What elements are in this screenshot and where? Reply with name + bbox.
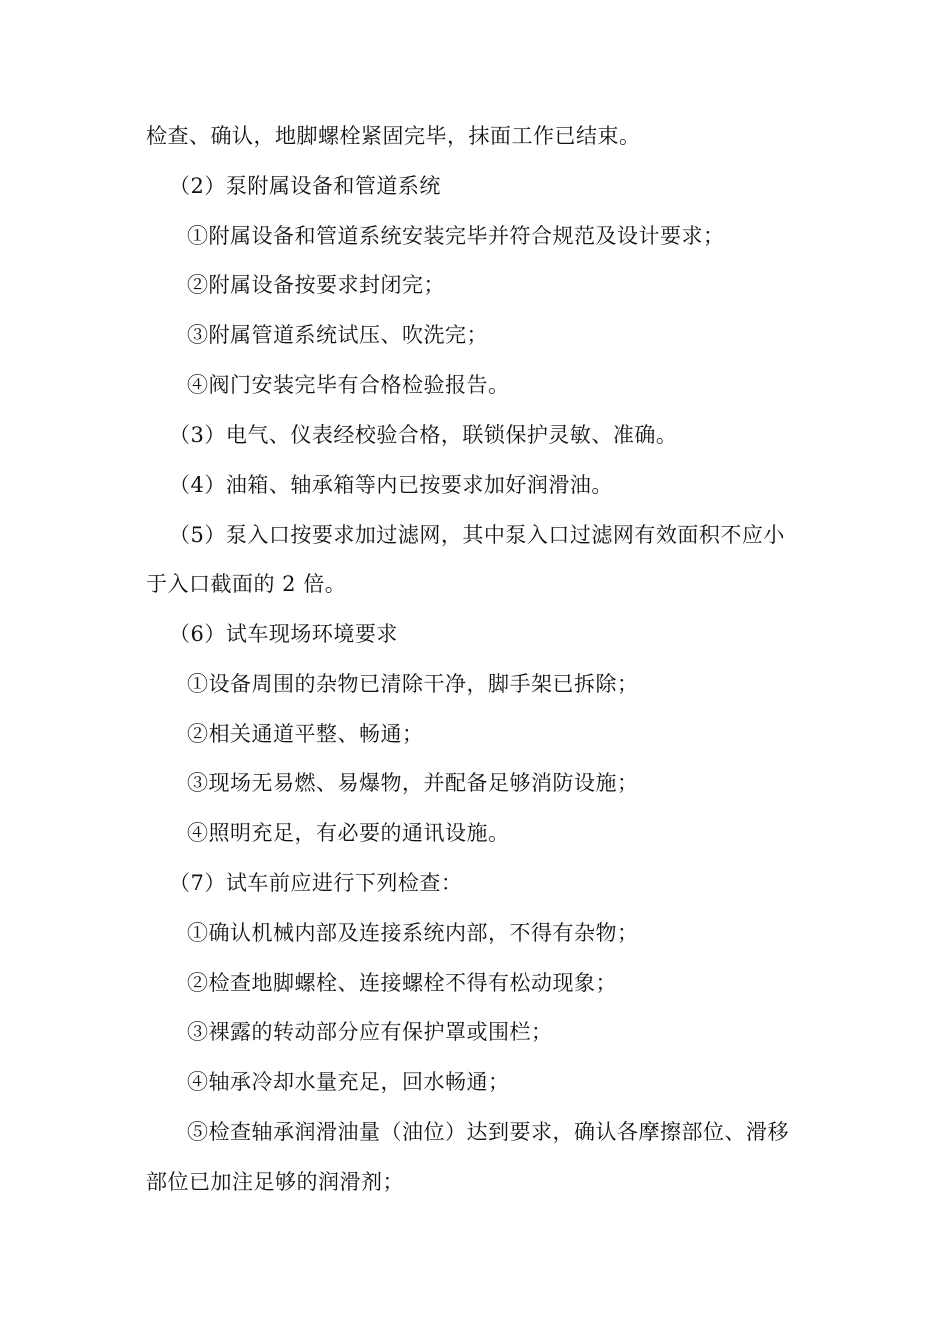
section-heading-5: （5）泵入口按要求加过滤网，其中泵入口过滤网有效面积不应小	[169, 523, 785, 547]
section-heading-7: （7）试车前应进行下列检查：	[169, 871, 463, 895]
list-item: ①设备周围的杂物已清除干净，脚手架已拆除；	[187, 672, 639, 696]
list-item: ⑤检查轴承润滑油量（油位）达到要求，确认各摩擦部位、滑移	[187, 1120, 789, 1144]
section-heading-6: （6）试车现场环境要求	[169, 622, 398, 646]
list-item: ①附属设备和管道系统安装完毕并符合规范及设计要求；	[187, 224, 725, 248]
list-item: ②检查地脚螺栓、连接螺栓不得有松动现象；	[187, 971, 617, 995]
list-item: ③现场无易燃、易爆物，并配备足够消防设施；	[187, 771, 639, 795]
list-item: ④照明充足，有必要的通讯设施。	[187, 821, 510, 845]
list-item: ④轴承冷却水量充足，回水畅通；	[187, 1070, 510, 1094]
list-item: ②附属设备按要求封闭完；	[187, 273, 445, 297]
list-item: ③附属管道系统试压、吹洗完；	[187, 323, 488, 347]
section-heading-3: （3）电气、仪表经校验合格，联锁保护灵敏、准确。	[169, 423, 678, 447]
section-heading-2: （2）泵附属设备和管道系统	[169, 174, 441, 198]
list-item: ④阀门安装完毕有合格检验报告。	[187, 373, 510, 397]
body-text-line: 于入口截面的 2 倍。	[146, 572, 347, 596]
list-item: ①确认机械内部及连接系统内部，不得有杂物；	[187, 921, 639, 945]
section-heading-4: （4）油箱、轴承箱等内已按要求加好润滑油。	[169, 473, 613, 497]
list-item: ②相关通道平整、畅通；	[187, 722, 424, 746]
list-item: ③裸露的转动部分应有保护罩或围栏；	[187, 1020, 553, 1044]
body-text-line: 部位已加注足够的润滑剂；	[146, 1170, 404, 1194]
body-text-line: 检查、确认，地脚螺栓紧固完毕，抹面工作已结束。	[146, 124, 641, 148]
